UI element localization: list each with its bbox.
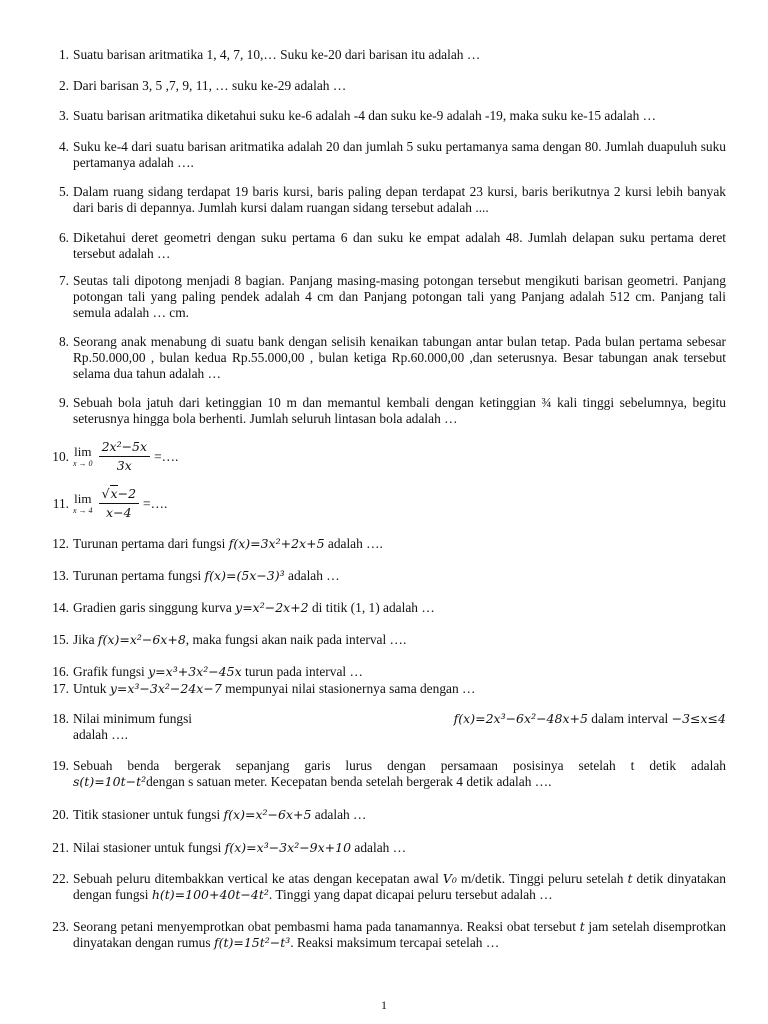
question-text: Seorang anak menabung di suatu bank dengan selisih kenaikan tabungan antar bulan tetap. Pada bulan pertama sebesar Rp.50.000,00 , bulan kedua Rp.55.000,00 , bulan ketiga Rp.60.000,00 ,dan seterusnya. Besar tabungan anak tersebut selama dua tahun adalah …	[73, 334, 726, 381]
question-number: 10.	[52, 448, 69, 464]
limit-operator: lim x → 4	[73, 491, 93, 515]
question-text: Sebuah benda bergerak sepanjang garis lurus dengan persamaan posisinya setelah t detik adalah s(t)=10t−t²dengan s satuan meter. Kecepatan benda setelah bergerak 4 detik adalah ….	[73, 758, 726, 789]
question-text: Seorang petani menyemprotkan obat pembasmi hama pada tanamannya. Reaksi obat tersebut t jam setelah disemprotkan dinyatakan dengan rumus f(t)=15t²−t³. Reaksi maksimum tercapai setelah …	[73, 919, 726, 950]
question-number: 2.	[58, 78, 69, 93]
question-number: 12.	[52, 536, 69, 551]
question-number: 3.	[58, 108, 69, 123]
question-9	[40, 395, 726, 427]
question-number: 16.	[52, 664, 69, 679]
question-20	[40, 807, 726, 823]
question-number: 5.	[58, 184, 69, 199]
question-text: Nilai minimum fungsi f(x)=2x³−6x²−48x+5 dalam interval −3≤x≤4 adalah ….	[73, 711, 726, 742]
question-number: 18.	[52, 711, 69, 726]
question-text: Nilai stasioner untuk fungsi f(x)=x³−3x²−9x+10 adalah …	[73, 840, 407, 855]
question-number: 14.	[52, 600, 69, 615]
question-18	[40, 711, 726, 743]
question-13	[40, 568, 726, 584]
question-15	[40, 632, 726, 648]
question-number: 4.	[58, 139, 69, 154]
fraction: $\frac{√x-2}{x-4}$	[99, 486, 139, 521]
question-text: Titik stasioner untuk fungsi f(x)=x²−6x+5 adalah …	[73, 807, 367, 822]
math-expression: f(x)=x²−6x+8	[97, 632, 186, 647]
question-17	[40, 681, 726, 697]
question-text: Suatu barisan aritmatika diketahui suku ke-6 adalah -4 dan suku ke-9 adalah -19, maka suku ke-15 adalah …	[73, 108, 657, 123]
question-12	[40, 536, 726, 552]
question-text: Turunan pertama dari fungsi f(x)=3x²+2x+5 adalah ….	[73, 536, 383, 551]
question-23	[40, 919, 726, 951]
question-text: Suku ke-4 dari suatu barisan aritmatika adalah 20 dan jumlah 5 suku pertamanya sama dengan 80. Jumlah duapuluh suku pertamanya adalah ….	[73, 139, 726, 170]
question-14	[40, 600, 726, 616]
question-text: Dari barisan 3, 5 ,7, 9, 11, … suku ke-29 adalah …	[73, 78, 347, 93]
math-expression: f(x)=2x³−6x²−48x+5	[453, 711, 588, 726]
math-expression: y=x³−3x²−24x−7	[109, 681, 222, 696]
fraction: $\frac{\text{2x²−5x}}{3x}$	[99, 439, 151, 474]
question-2	[40, 78, 726, 94]
question-number: 23.	[52, 919, 69, 934]
math-expression: −3≤x≤4	[671, 711, 726, 726]
question-number: 21.	[52, 840, 69, 855]
question-number: 13.	[52, 568, 69, 583]
question-5	[40, 184, 726, 216]
question-16	[40, 664, 726, 680]
question-6	[40, 230, 726, 262]
question-number: 11.	[52, 495, 69, 511]
math-expression: h(t)=100+40t−4t²	[151, 887, 269, 902]
question-text: Untuk y=x³−3x²−24x−7 mempunyai nilai stasionernya sama dengan …	[73, 681, 476, 696]
question-21	[40, 840, 726, 856]
question-text: Dalam ruang sidang terdapat 19 baris kursi, baris paling depan terdapat 23 kursi, baris berikutnya 2 kursi lebih banyak dari baris di depannya. Jumlah kursi dalam ruangan sidang tersebut adalah ....	[73, 184, 726, 215]
math-expression: s(t)=10t−t²	[73, 774, 147, 789]
question-text: Seutas tali dipotong menjadi 8 bagian. Panjang masing-masing potongan tersebut mengikuti barisan geometri. Panjang potongan tali yang paling pendek adalah 4 cm dan Panjang potongan tali yang Panjang adalah 512 cm. Panjang tali semula adalah … cm.	[73, 273, 726, 320]
question-8	[40, 334, 726, 382]
question-number: 19.	[52, 758, 69, 773]
question-number: 1.	[58, 47, 69, 62]
math-expression: V₀	[442, 871, 457, 886]
question-text: Sebuah bola jatuh dari ketinggian 10 m dan memantul kembali dengan ketinggian ¾ kali tinggi sebelumnya, begitu seterusnya hingga bola berhenti. Jumlah seluruh lintasan bola adalah …	[73, 395, 726, 426]
question-text: Gradien garis singgung kurva y=x²−2x+2 di titik (1, 1) adalah …	[73, 600, 435, 615]
question-text: Turunan pertama fungsi f(x)=(5x−3)³ adalah …	[73, 568, 340, 583]
question-number: 22.	[52, 871, 69, 886]
question-3	[40, 108, 726, 124]
question-10	[40, 439, 726, 474]
math-expression: y=x³+3x²−45x	[148, 664, 242, 679]
math-expression: f(x)=(5x−3)³	[204, 568, 285, 583]
question-22	[40, 871, 726, 903]
question-number: 8.	[58, 334, 69, 349]
question-number: 20.	[52, 807, 69, 822]
question-text: Grafik fungsi y=x³+3x²−45x turun pada interval …	[73, 664, 363, 679]
question-number: 17.	[52, 681, 69, 696]
question-text: Sebuah peluru ditembakkan vertical ke atas dengan kecepatan awal V₀ m/detik. Tinggi peluru setelah t detik dinyatakan dengan fungsi h(t)=100+40t−4t². Tinggi yang dapat dicapai peluru tersebut adalah …	[73, 871, 726, 902]
question-text: Diketahui deret geometri dengan suku pertama 6 dan suku ke empat adalah 48. Jumlah delapan suku pertama deret tersebut adalah …	[73, 230, 726, 261]
question-text: Suatu barisan aritmatika 1, 4, 7, 10,… Suku ke-20 dari barisan itu adalah …	[73, 47, 481, 62]
question-19	[40, 758, 726, 790]
question-7	[40, 273, 726, 321]
question-1	[40, 47, 726, 63]
question-number: 7.	[58, 273, 69, 288]
question-number: 6.	[58, 230, 69, 245]
math-expression: f(x)=x²−6x+5	[223, 807, 312, 822]
question-text: lim x → 0 $\frac{\text{2x²−5x}}{3x}$ =….	[73, 439, 179, 473]
question-text: Jika f(x)=x²−6x+8, maka fungsi akan naik pada interval ….	[73, 632, 407, 647]
question-number: 15.	[52, 632, 69, 647]
question-4	[40, 139, 726, 171]
question-number: 9.	[58, 395, 69, 410]
question-11	[40, 486, 726, 521]
math-expression: y=x²−2x+2	[235, 600, 309, 615]
question-text: lim x → 4 $\frac{√x-2}{x-4}$ =….	[73, 486, 168, 520]
math-expression: f(t)=15t²−t³	[213, 935, 291, 950]
math-expression: f(x)=3x²+2x+5	[228, 536, 325, 551]
page-number: 1	[381, 998, 387, 1012]
math-expression: f(x)=x³−3x²−9x+10	[224, 840, 352, 855]
limit-operator: lim x → 0	[73, 444, 93, 468]
